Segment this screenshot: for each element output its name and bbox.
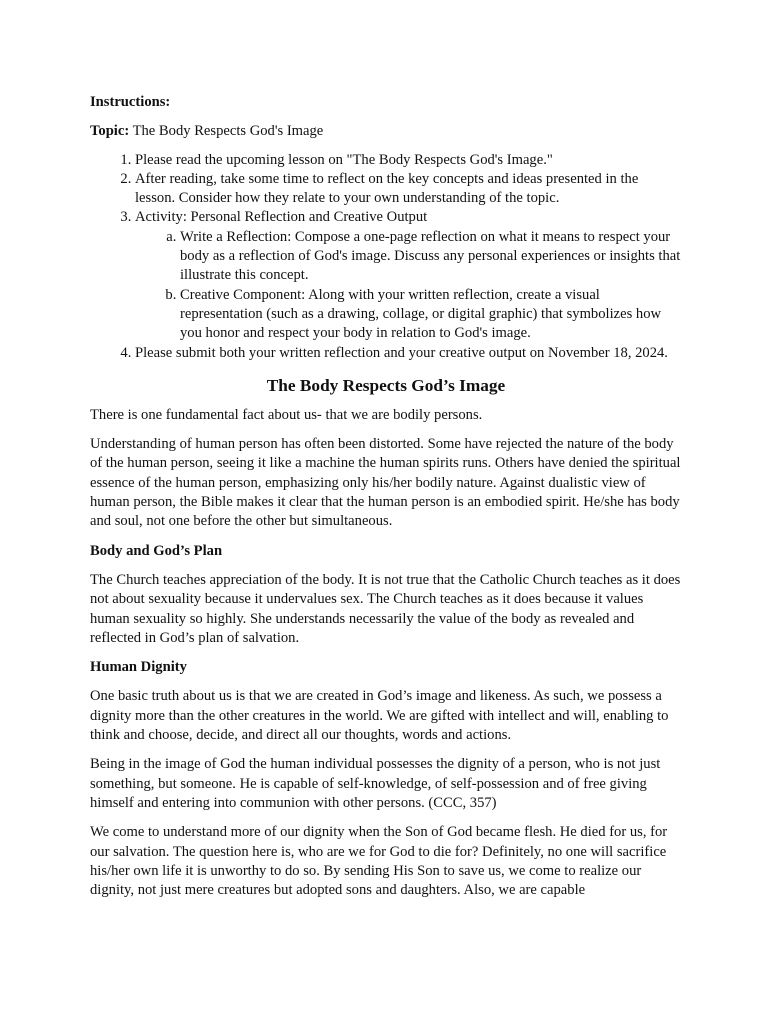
topic-line (90, 122, 682, 141)
activity-sub-steps (135, 228, 682, 344)
paragraph: One basic truth about us is that we are created in God’s image and likeness. As such, we possess a dignity more than the other creatures in the world. We are gifted with intellect and will, enabling to think and choose, decide, and direct all our thoughts, words and actions. (90, 688, 669, 744)
list-item: 2. After reading, take some time to reflect on the key concepts and ideas presented in the lesson. Consider how they relate to your own understanding of the topic. (135, 170, 682, 209)
list-item (135, 208, 682, 343)
paragraph: We come to understand more of our dignity when the Son of God became flesh. He died for us, for our salvation. The question here is, who are we for God to die for? Definitely, no one will sacrifice his/her own life it is unworthy to do so. By sending His Son to save us, we come to realize our dignity, not just mere creatures but adopted sons and daughters. Also, we are capable (90, 824, 668, 899)
section-heading: Body and God’s Plan (90, 542, 223, 559)
paragraph: The Church teaches appreciation of the body. It is not true that the Catholic Church teaches as it does not about sexuality because it undervalues sex. The Church teaches as it does because it values human sexuality so highly. She understands necessarily the value of the body as revealed and reflected in God’s plan of salvation. (90, 571, 681, 646)
document-page (90, 93, 682, 910)
topic-value: The Body Respects God's Image (129, 123, 324, 140)
lesson-title: The Body Respects God’s Image (266, 375, 506, 395)
instruction-steps (90, 151, 682, 363)
paragraph: There is one fundamental fact about us- that we are bodily persons. (90, 406, 483, 423)
list-item: 4. Please submit both your written reflection and your creative output on November 18, 2024. (135, 344, 682, 363)
paragraph: Being in the image of God the human individual possesses the dignity of a person, who is not just something, but someone. He is capable of self-knowledge, of self-possession and of free giving himself and entering into communion with other persons. (CCC, 357) (90, 756, 661, 811)
paragraph: Understanding of human person has often been distorted. Some have rejected the nature of the body of the human person, seeing it like a machine the human spirits runs. Others have denied the spiritual essence of the human person, emphasizing only his/her bodily nature. Against dualistic view of human person, the Bible makes it clear that the human person is an embodied spirit. He/she has body and soul, not one before the other but simultaneous. (90, 436, 681, 530)
sub-list-item: a. Write a Reflection: Compose a one-page reflection on what it means to respect your body as a reflection of God's image. Discuss any personal experiences or insights that illustrate this concept. (180, 228, 682, 286)
sub-list-item: b. Creative Component: Along with your written reflection, create a visual representation (such as a drawing, collage, or digital graphic) that symbolizes how you honor and respect your body in relation to God's image. (180, 286, 682, 344)
section-heading: Human Dignity (90, 659, 187, 676)
list-item-label: Activity: Personal Reflection and Creative Output (135, 209, 428, 226)
instructions-heading: Instructions: (90, 94, 171, 110)
topic-label: Topic: (90, 123, 130, 140)
list-item: 1. Please read the upcoming lesson on "The Body Respects God's Image." (135, 151, 682, 170)
